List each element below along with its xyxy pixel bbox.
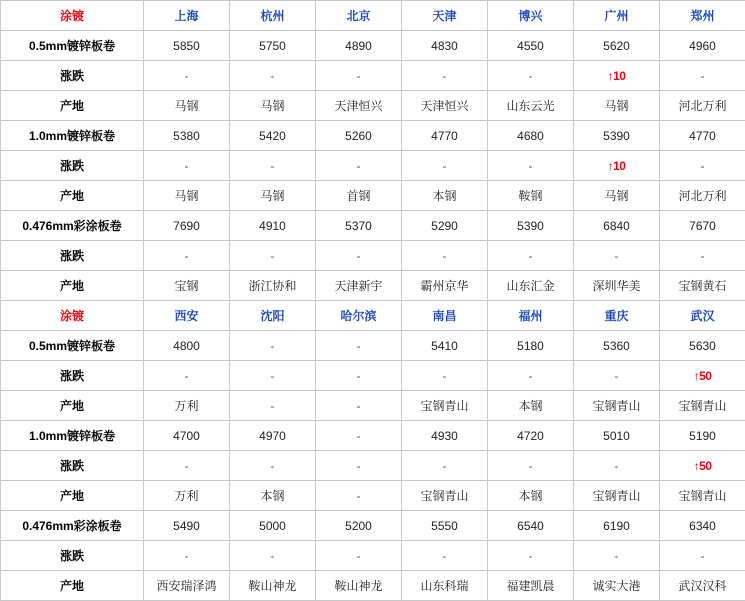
- origin-cell: 马钢: [574, 91, 660, 121]
- row-label: 1.0mm镀锌板卷: [1, 421, 144, 451]
- row-label: 涨跌: [1, 151, 144, 181]
- change-cell: -: [660, 61, 745, 91]
- price-cell: 5620: [574, 31, 660, 61]
- price-cell: 4830: [402, 31, 488, 61]
- origin-cell: 天津新宇: [316, 271, 402, 301]
- table-header-row: [1, 301, 745, 331]
- origin-cell: 深圳华美: [574, 271, 660, 301]
- price-cell: 6540: [488, 511, 574, 541]
- origin-cell: 马钢: [144, 181, 230, 211]
- row-label: 0.5mm镀锌板卷: [1, 31, 144, 61]
- change-cell: -: [488, 151, 574, 181]
- origin-cell: 宝钢青山: [402, 481, 488, 511]
- origin-cell: 宝钢青山: [660, 481, 745, 511]
- table-row: [1, 361, 745, 391]
- price-cell: 5490: [144, 511, 230, 541]
- change-cell: [574, 151, 660, 181]
- change-cell: -: [402, 241, 488, 271]
- change-cell: -: [316, 361, 402, 391]
- origin-cell: 宝钢青山: [574, 391, 660, 421]
- change-cell: -: [230, 61, 316, 91]
- table-row: [1, 151, 745, 181]
- price-cell: 4680: [488, 121, 574, 151]
- change-cell: -: [488, 241, 574, 271]
- price-cell: 6840: [574, 211, 660, 241]
- change-up-value: ↑50: [694, 459, 712, 473]
- city-header[interactable]: 上海: [144, 1, 230, 31]
- row-label: 涨跌: [1, 361, 144, 391]
- origin-cell: 河北万利: [660, 91, 745, 121]
- origin-cell: 福建凯晨: [488, 571, 574, 601]
- row-label: 0.476mm彩涂板卷: [1, 211, 144, 241]
- price-cell: 5390: [488, 211, 574, 241]
- price-cell: 4550: [488, 31, 574, 61]
- city-header[interactable]: 北京: [316, 1, 402, 31]
- change-cell: -: [402, 151, 488, 181]
- row-label: 产地: [1, 571, 144, 601]
- price-cell: 5380: [144, 121, 230, 151]
- origin-cell: 山东云光: [488, 91, 574, 121]
- origin-cell: 西安瑞泽鸿: [144, 571, 230, 601]
- change-cell: [574, 61, 660, 91]
- origin-cell: 马钢: [230, 91, 316, 121]
- table-row: [1, 241, 745, 271]
- origin-cell: 本钢: [488, 391, 574, 421]
- change-cell: -: [402, 451, 488, 481]
- origin-cell: 马钢: [574, 181, 660, 211]
- origin-cell: 霸州京华: [402, 271, 488, 301]
- change-up-value: ↑10: [608, 159, 626, 173]
- table-header-row: [1, 1, 745, 31]
- table-row: [1, 541, 745, 571]
- table-row: [1, 511, 745, 541]
- price-cell: 4800: [144, 331, 230, 361]
- price-cell: 4910: [230, 211, 316, 241]
- origin-cell: 宝钢青山: [660, 391, 745, 421]
- change-cell: -: [402, 541, 488, 571]
- city-header[interactable]: 广州: [574, 1, 660, 31]
- price-cell: 7670: [660, 211, 745, 241]
- price-cell: 5420: [230, 121, 316, 151]
- change-cell: -: [316, 451, 402, 481]
- table-row: [1, 421, 745, 451]
- row-label: 涨跌: [1, 541, 144, 571]
- origin-cell: 浙江协和: [230, 271, 316, 301]
- change-cell: -: [144, 361, 230, 391]
- origin-cell: 山东汇金: [488, 271, 574, 301]
- city-header[interactable]: 哈尔滨: [316, 301, 402, 331]
- change-cell: -: [574, 241, 660, 271]
- city-header[interactable]: 南昌: [402, 301, 488, 331]
- change-cell: -: [660, 151, 745, 181]
- origin-cell: 马钢: [144, 91, 230, 121]
- price-cell: 5290: [402, 211, 488, 241]
- row-label: 产地: [1, 271, 144, 301]
- table-row: [1, 91, 745, 121]
- table-row: [1, 31, 745, 61]
- change-cell: -: [144, 451, 230, 481]
- price-cell: 5390: [574, 121, 660, 151]
- price-cell: 5360: [574, 331, 660, 361]
- row-label: 产地: [1, 391, 144, 421]
- origin-cell: 武汉汉科: [660, 571, 745, 601]
- price-cell: 6190: [574, 511, 660, 541]
- change-up-value: ↑10: [608, 69, 626, 83]
- price-cell: -: [230, 331, 316, 361]
- table-row: [1, 571, 745, 601]
- change-cell: -: [316, 241, 402, 271]
- change-up-value: ↑50: [694, 369, 712, 383]
- price-cell: 5190: [660, 421, 745, 451]
- price-cell: 4930: [402, 421, 488, 451]
- price-cell: 5180: [488, 331, 574, 361]
- change-cell: [660, 451, 745, 481]
- price-cell: 5200: [316, 511, 402, 541]
- origin-cell: 本钢: [402, 181, 488, 211]
- table-row: [1, 211, 745, 241]
- origin-cell: 天津恒兴: [402, 91, 488, 121]
- price-cell: 4700: [144, 421, 230, 451]
- change-cell: -: [660, 541, 745, 571]
- city-header[interactable]: 杭州: [230, 1, 316, 31]
- table-row: [1, 391, 745, 421]
- price-cell: 5010: [574, 421, 660, 451]
- price-cell: 4960: [660, 31, 745, 61]
- change-cell: -: [230, 541, 316, 571]
- change-cell: -: [402, 361, 488, 391]
- table-row: [1, 181, 745, 211]
- row-label: 0.476mm彩涂板卷: [1, 511, 144, 541]
- origin-cell: 诚实大港: [574, 571, 660, 601]
- change-cell: -: [402, 61, 488, 91]
- city-header[interactable]: 沈阳: [230, 301, 316, 331]
- table-row: [1, 451, 745, 481]
- origin-cell: 宝钢青山: [402, 391, 488, 421]
- price-cell: 5000: [230, 511, 316, 541]
- price-cell: 4770: [660, 121, 745, 151]
- origin-cell: 鞍钢: [488, 181, 574, 211]
- change-cell: -: [144, 151, 230, 181]
- row-label: 0.5mm镀锌板卷: [1, 331, 144, 361]
- city-header[interactable]: 郑州: [660, 1, 745, 31]
- price-cell: 4770: [402, 121, 488, 151]
- origin-cell: -: [316, 391, 402, 421]
- city-header[interactable]: 天津: [402, 1, 488, 31]
- table-row: [1, 121, 745, 151]
- row-label: 涨跌: [1, 451, 144, 481]
- price-cell: 5370: [316, 211, 402, 241]
- change-cell: -: [488, 541, 574, 571]
- change-cell: -: [316, 541, 402, 571]
- table-row: [1, 481, 745, 511]
- origin-cell: 鞍山神龙: [230, 571, 316, 601]
- change-cell: -: [144, 61, 230, 91]
- change-cell: -: [574, 361, 660, 391]
- price-cell: -: [316, 421, 402, 451]
- origin-cell: 首钢: [316, 181, 402, 211]
- city-header[interactable]: 福州: [488, 301, 574, 331]
- city-header[interactable]: 博兴: [488, 1, 574, 31]
- change-cell: -: [230, 451, 316, 481]
- change-cell: -: [574, 451, 660, 481]
- change-cell: -: [316, 151, 402, 181]
- change-cell: -: [316, 61, 402, 91]
- category-header: 涂镀: [1, 301, 144, 331]
- price-cell: 5850: [144, 31, 230, 61]
- price-cell: 4720: [488, 421, 574, 451]
- origin-cell: -: [316, 481, 402, 511]
- row-label: 产地: [1, 481, 144, 511]
- origin-cell: 宝钢黄石: [660, 271, 745, 301]
- row-label: 涨跌: [1, 241, 144, 271]
- origin-cell: 天津恒兴: [316, 91, 402, 121]
- row-label: 涨跌: [1, 61, 144, 91]
- city-header[interactable]: 武汉: [660, 301, 745, 331]
- origin-cell: 宝钢: [144, 271, 230, 301]
- origin-cell: 宝钢青山: [574, 481, 660, 511]
- origin-cell: 马钢: [230, 181, 316, 211]
- origin-cell: 河北万利: [660, 181, 745, 211]
- price-cell: -: [316, 331, 402, 361]
- price-cell: 5750: [230, 31, 316, 61]
- change-cell: -: [488, 361, 574, 391]
- row-label: 产地: [1, 181, 144, 211]
- origin-cell: 山东科瑞: [402, 571, 488, 601]
- row-label: 1.0mm镀锌板卷: [1, 121, 144, 151]
- change-cell: -: [144, 241, 230, 271]
- city-header[interactable]: 重庆: [574, 301, 660, 331]
- change-cell: -: [488, 451, 574, 481]
- origin-cell: 本钢: [488, 481, 574, 511]
- price-cell: 5410: [402, 331, 488, 361]
- price-cell: 5550: [402, 511, 488, 541]
- change-cell: [660, 361, 745, 391]
- table-row: [1, 61, 745, 91]
- origin-cell: 万利: [144, 481, 230, 511]
- change-cell: -: [144, 541, 230, 571]
- change-cell: -: [230, 151, 316, 181]
- price-cell: 6340: [660, 511, 745, 541]
- change-cell: -: [230, 361, 316, 391]
- price-cell: 4970: [230, 421, 316, 451]
- price-cell: 5260: [316, 121, 402, 151]
- price-cell: 4890: [316, 31, 402, 61]
- table-row: [1, 331, 745, 361]
- price-cell: 7690: [144, 211, 230, 241]
- origin-cell: 本钢: [230, 481, 316, 511]
- price-cell: 5630: [660, 331, 745, 361]
- change-cell: -: [230, 241, 316, 271]
- category-header: 涂镀: [1, 1, 144, 31]
- table-row: [1, 271, 745, 301]
- origin-cell: -: [230, 391, 316, 421]
- city-header[interactable]: 西安: [144, 301, 230, 331]
- origin-cell: 万利: [144, 391, 230, 421]
- change-cell: -: [488, 61, 574, 91]
- change-cell: -: [660, 241, 745, 271]
- origin-cell: 鞍山神龙: [316, 571, 402, 601]
- change-cell: -: [574, 541, 660, 571]
- row-label: 产地: [1, 91, 144, 121]
